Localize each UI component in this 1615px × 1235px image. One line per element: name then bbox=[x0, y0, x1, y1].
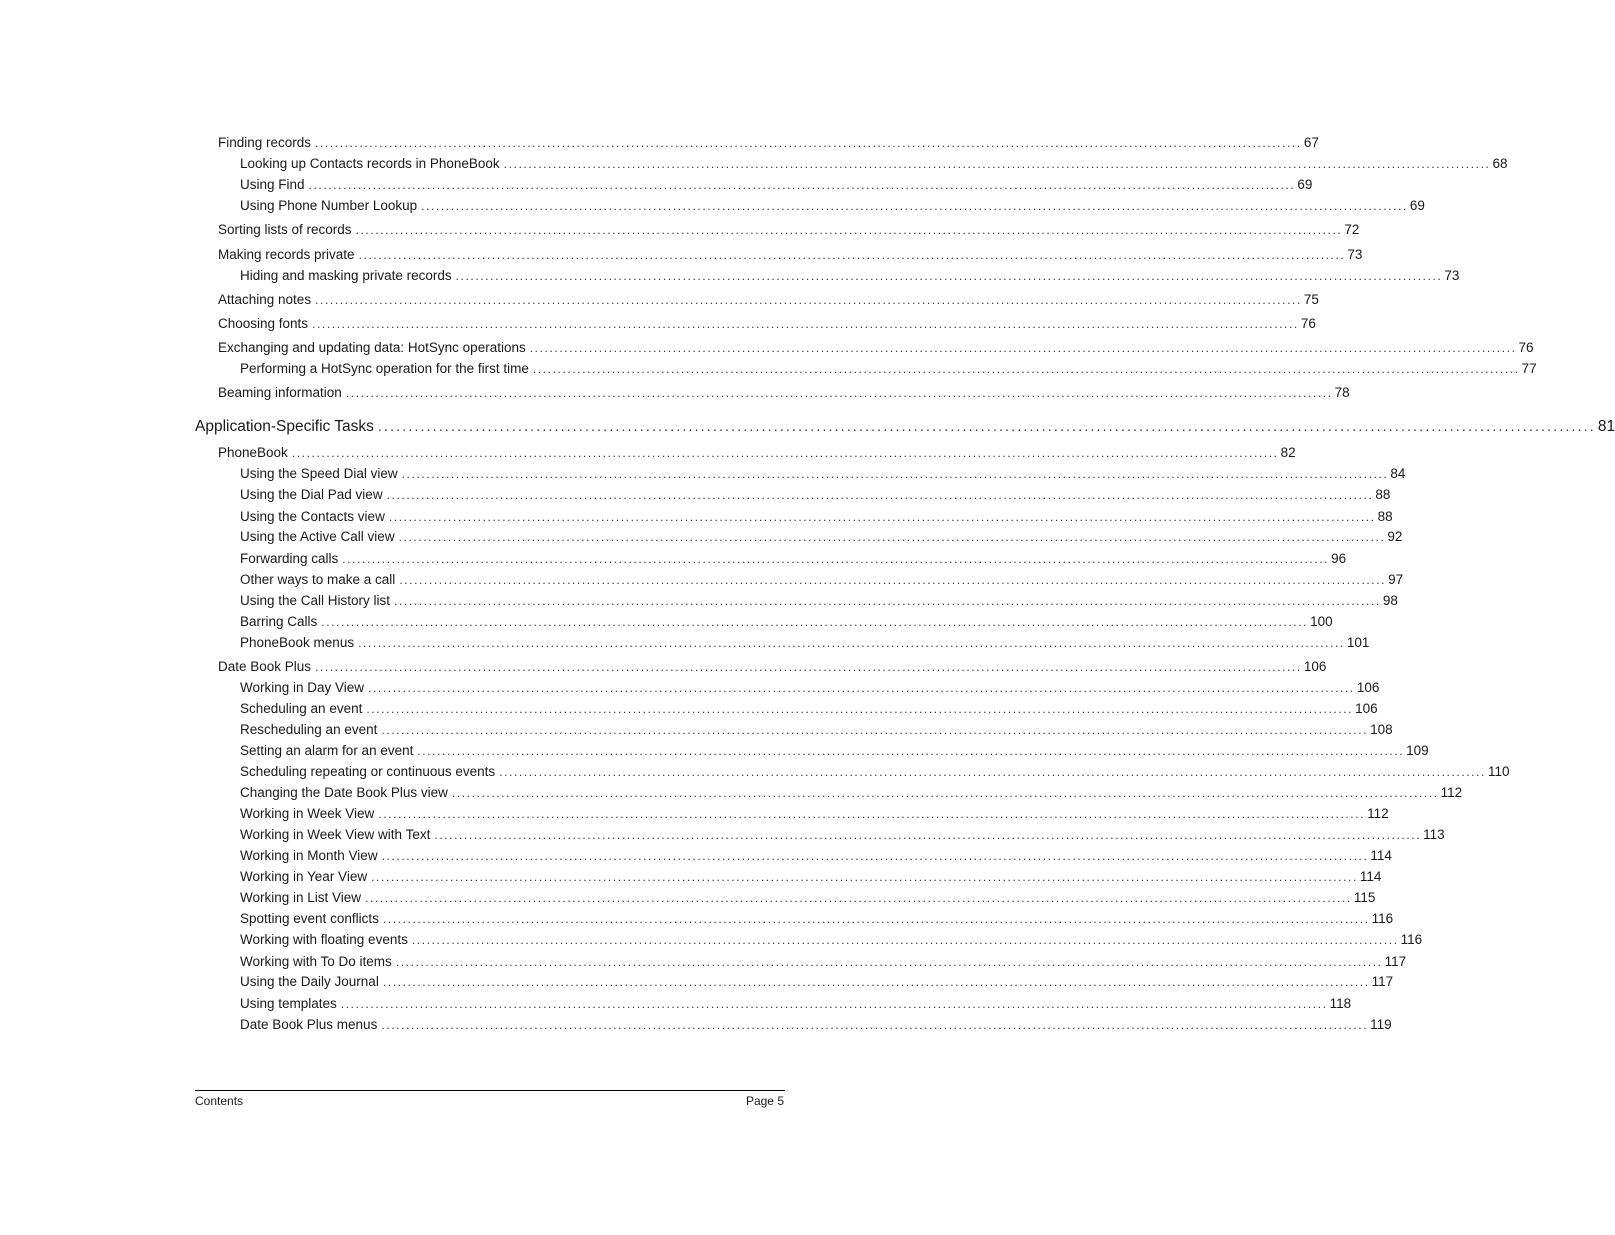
toc-entry bbox=[240, 593, 1398, 613]
toc-entry bbox=[240, 806, 1389, 826]
toc-entry bbox=[240, 156, 1508, 176]
toc-entry-page: 100 bbox=[1310, 614, 1333, 629]
toc-entry-page: 69 bbox=[1297, 177, 1313, 192]
toc-entry-label: Performing a HotSync operation for the first time bbox=[240, 361, 529, 376]
toc-leader-dots: ........................................................................................................................................................................................................ bbox=[529, 341, 1517, 355]
toc-entry-label: Looking up Contacts records in PhoneBook bbox=[240, 156, 500, 171]
toc-leader-dots: ........................................................................................................................................................................................................ bbox=[315, 660, 1302, 674]
toc-entry-page: 117 bbox=[1384, 954, 1407, 969]
toc-entry bbox=[240, 466, 1406, 486]
toc-entry-page: 68 bbox=[1492, 156, 1508, 171]
toc-entry-label: Using templates bbox=[240, 996, 337, 1011]
toc-leader-dots: ........................................................................................................................................................................................................ bbox=[398, 530, 1386, 544]
toc-entry bbox=[218, 222, 1360, 242]
toc-leader-dots: ........................................................................................................................................................................................................ bbox=[451, 786, 1439, 800]
toc-entry-label: Working in List View bbox=[240, 890, 362, 905]
toc-entry bbox=[240, 198, 1425, 218]
toc-entry-label: Using the Speed Dial view bbox=[240, 466, 398, 481]
toc-entry-label: Setting an alarm for an event bbox=[240, 743, 414, 758]
toc-entry bbox=[240, 361, 1537, 381]
toc-entry-page: 76 bbox=[1300, 316, 1316, 331]
toc-leader-dots: ........................................................................................................................................................................................................ bbox=[381, 723, 1369, 737]
toc-chapter-label: Application-Specific Tasks bbox=[195, 418, 374, 435]
toc-entry-label: Using Phone Number Lookup bbox=[240, 198, 418, 213]
toc-entry-page: 73 bbox=[1444, 268, 1460, 283]
toc-leader-dots: ........................................................................................................................................................................................................ bbox=[345, 386, 1333, 400]
toc-leader-dots: ........................................................................................................................................................................................................ bbox=[342, 552, 1330, 566]
toc-entry-page: 116 bbox=[1371, 911, 1394, 926]
toc-leader-dots: ........................................................................................................................................................................................................ bbox=[368, 681, 1355, 695]
toc-leader-dots: ........................................................................................................................................................................................................ bbox=[417, 744, 1405, 758]
toc-entry-page: 118 bbox=[1329, 996, 1352, 1011]
toc-entry-label: Beaming information bbox=[218, 385, 342, 400]
toc-entry bbox=[240, 551, 1347, 571]
toc-chapter-page: 81 bbox=[1597, 418, 1615, 435]
toc-entry-label: Changing the Date Book Plus view bbox=[240, 785, 448, 800]
toc-leader-dots: ........................................................................................................................................................................................................ bbox=[503, 157, 1491, 171]
toc-leader-dots: ........................................................................................................................................................................................................ bbox=[365, 891, 1352, 905]
toc-entry-page: 114 bbox=[1359, 869, 1382, 884]
toc-entry bbox=[240, 268, 1460, 288]
toc-entry-label: Working with To Do items bbox=[240, 954, 392, 969]
toc-entry bbox=[240, 996, 1352, 1016]
toc-entry-page: 78 bbox=[1334, 385, 1350, 400]
toc-entry-page: 116 bbox=[1400, 932, 1423, 947]
toc-entry-label: Using the Contacts view bbox=[240, 509, 385, 524]
toc-entry-label: Exchanging and updating data: HotSync operations bbox=[218, 340, 526, 355]
toc-entry bbox=[240, 680, 1380, 700]
toc-entry-page: 97 bbox=[1388, 572, 1404, 587]
toc-entry bbox=[240, 974, 1394, 994]
toc-entry-page: 67 bbox=[1303, 135, 1319, 150]
toc-entry-page: 69 bbox=[1409, 198, 1425, 213]
toc-entry-label: Using the Call History list bbox=[240, 593, 391, 608]
toc-leader-dots: ........................................................................................................................................................................................................ bbox=[366, 702, 1354, 716]
toc-entry-page: 109 bbox=[1406, 743, 1429, 758]
toc-chapter-entry bbox=[195, 418, 1615, 442]
toc-entry-label: Using the Daily Journal bbox=[240, 974, 379, 989]
toc-entry bbox=[240, 764, 1510, 784]
toc-entry-label: Spotting event conflicts bbox=[240, 911, 379, 926]
toc-leader-dots: ........................................................................................................................................................................................................ bbox=[399, 573, 1387, 587]
toc-leader-dots: ........................................................................................................................................................................................................ bbox=[312, 317, 1299, 331]
toc-leader-dots: ........................................................................................................................................................................................................ bbox=[378, 807, 1366, 821]
toc-entry bbox=[218, 135, 1319, 155]
toc-entry bbox=[240, 701, 1378, 721]
toc-entry bbox=[240, 572, 1404, 592]
toc-entry bbox=[240, 785, 1463, 805]
toc-entry-page: 88 bbox=[1375, 487, 1391, 502]
toc-entry-label: Date Book Plus bbox=[218, 659, 312, 674]
toc-leader-dots: ........................................................................................................................................................................................................ bbox=[371, 870, 1358, 884]
toc-entry-page: 75 bbox=[1303, 292, 1319, 307]
toc-entry bbox=[240, 177, 1313, 197]
toc-entry bbox=[240, 722, 1393, 742]
toc-entry-label: Scheduling repeating or continuous events bbox=[240, 764, 496, 779]
toc-entry-page: 92 bbox=[1387, 529, 1403, 544]
toc-entry-page: 77 bbox=[1521, 361, 1537, 376]
toc-entry-label: Working with floating events bbox=[240, 932, 408, 947]
toc-entry-page: 96 bbox=[1331, 551, 1347, 566]
toc-entry bbox=[240, 487, 1391, 507]
toc-entry bbox=[218, 247, 1363, 267]
toc-entry bbox=[218, 385, 1350, 405]
toc-leader-dots: ........................................................................................................................................................................................................ bbox=[382, 912, 1370, 926]
toc-leader-dots: ........................................................................................................................................................................................................ bbox=[394, 594, 1381, 608]
toc-entry-page: 106 bbox=[1356, 680, 1380, 695]
toc-entry-page: 113 bbox=[1423, 827, 1445, 842]
toc-leader-dots: ........................................................................................................................................................................................................ bbox=[421, 199, 1408, 213]
toc-entry bbox=[240, 529, 1403, 549]
toc-leader-dots: ........................................................................................................................................................................................................ bbox=[388, 510, 1376, 524]
toc-leader-dots: ........................................................................................................................................................................................................ bbox=[315, 293, 1302, 307]
toc-entry-label: Hiding and masking private records bbox=[240, 268, 452, 283]
toc-entry-label: Attaching notes bbox=[218, 292, 312, 307]
toc-entry bbox=[240, 911, 1394, 931]
toc-entry bbox=[218, 316, 1316, 336]
toc-entry bbox=[240, 1017, 1392, 1037]
toc-leader-dots: ........................................................................................................................................................................................................ bbox=[321, 615, 1309, 629]
toc-entry-page: 88 bbox=[1377, 509, 1393, 524]
toc-entry bbox=[218, 292, 1319, 312]
toc-entry bbox=[240, 932, 1423, 952]
toc-entry-page: 110 bbox=[1487, 764, 1510, 779]
toc-entry-label: Working in Week View with Text bbox=[240, 827, 431, 842]
toc-entry-label: Rescheduling an event bbox=[240, 722, 378, 737]
toc-entry-label: Using Find bbox=[240, 177, 305, 192]
toc-entry-page: 119 bbox=[1370, 1017, 1392, 1032]
toc-leader-dots: ........................................................................................................................................................................................................ bbox=[377, 418, 1596, 434]
toc-entry-label: Making records private bbox=[218, 247, 355, 262]
toc-entry-label: Date Book Plus menus bbox=[240, 1017, 378, 1032]
toc-leader-dots: ........................................................................................................................................................................................................ bbox=[358, 636, 1345, 650]
toc-leader-dots: ........................................................................................................................................................................................................ bbox=[358, 248, 1346, 262]
toc-entry bbox=[218, 340, 1534, 360]
toc-entry-label: Barring Calls bbox=[240, 614, 318, 629]
toc-leader-dots: ........................................................................................................................................................................................................ bbox=[381, 1018, 1369, 1032]
toc-leader-dots: ........................................................................................................................................................................................................ bbox=[308, 178, 1296, 192]
toc-entry-page: 73 bbox=[1347, 247, 1363, 262]
footer-section-name: Contents bbox=[195, 1094, 244, 1108]
toc-leader-dots: ........................................................................................................................................................................................................ bbox=[434, 828, 1422, 842]
toc-entry-page: 101 bbox=[1346, 635, 1370, 650]
toc-entry bbox=[240, 954, 1407, 974]
toc-entry-label: Working in Week View bbox=[240, 806, 375, 821]
toc-entry-page: 106 bbox=[1355, 701, 1378, 716]
toc-entry-page: 106 bbox=[1303, 659, 1327, 674]
toc-entry bbox=[218, 659, 1327, 679]
toc-entry-page: 112 bbox=[1440, 785, 1463, 800]
toc-leader-dots: ........................................................................................................................................................................................................ bbox=[499, 765, 1486, 779]
toc-leader-dots: ........................................................................................................................................................................................................ bbox=[455, 269, 1443, 283]
toc-leader-dots: ........................................................................................................................................................................................................ bbox=[395, 955, 1383, 969]
toc-entry-label: Working in Day View bbox=[240, 680, 365, 695]
toc-entry-label: Working in Month View bbox=[240, 848, 378, 863]
toc-entry bbox=[240, 614, 1333, 634]
toc-entry bbox=[240, 890, 1376, 910]
toc-leader-dots: ........................................................................................................................................................................................................ bbox=[411, 933, 1399, 947]
footer-page-number: Page 5 bbox=[745, 1094, 784, 1108]
toc-leader-dots: ........................................................................................................................................................................................................ bbox=[386, 488, 1374, 502]
toc-entry-page: 98 bbox=[1382, 593, 1398, 608]
toc-entry-label: Forwarding calls bbox=[240, 551, 339, 566]
toc-entry-page: 76 bbox=[1518, 340, 1534, 355]
toc-leader-dots: ........................................................................................................................................................................................................ bbox=[340, 997, 1328, 1011]
toc-entry-label: PhoneBook menus bbox=[240, 635, 355, 650]
toc-entry-label: Scheduling an event bbox=[240, 701, 363, 716]
toc-entry bbox=[240, 743, 1429, 763]
toc-entry-label: Other ways to make a call bbox=[240, 572, 396, 587]
toc-entry bbox=[240, 509, 1393, 529]
toc-entry-page: 72 bbox=[1344, 222, 1360, 237]
toc-entry-label: Sorting lists of records bbox=[218, 222, 352, 237]
toc-entry-page: 115 bbox=[1353, 890, 1376, 905]
toc-entry-label: Using the Dial Pad view bbox=[240, 487, 383, 502]
toc-entry-label: Using the Active Call view bbox=[240, 529, 395, 544]
toc-entry bbox=[240, 635, 1370, 655]
toc-entry-page: 82 bbox=[1280, 445, 1296, 460]
toc-entry bbox=[240, 869, 1382, 889]
toc-leader-dots: ........................................................................................................................................................................................................ bbox=[381, 849, 1369, 863]
toc-entry-label: Finding records bbox=[218, 135, 312, 150]
toc-entry-label: Working in Year View bbox=[240, 869, 368, 884]
toc-entry bbox=[218, 445, 1296, 465]
toc-leader-dots: ........................................................................................................................................................................................................ bbox=[401, 467, 1389, 481]
toc-entry-page: 114 bbox=[1370, 848, 1392, 863]
toc-leader-dots: ........................................................................................................................................................................................................ bbox=[355, 223, 1343, 237]
toc-entry-page: 108 bbox=[1370, 722, 1393, 737]
toc-entry-page: 117 bbox=[1371, 974, 1394, 989]
toc-entry bbox=[240, 827, 1445, 847]
footer-divider bbox=[195, 1090, 785, 1091]
toc-entry-label: Choosing fonts bbox=[218, 316, 309, 331]
toc-entry-page: 84 bbox=[1390, 466, 1406, 481]
toc-entry-page: 112 bbox=[1367, 806, 1389, 821]
toc-entry bbox=[240, 848, 1392, 868]
toc-leader-dots: ........................................................................................................................................................................................................ bbox=[315, 136, 1302, 150]
toc-leader-dots: ........................................................................................................................................................................................................ bbox=[291, 446, 1279, 460]
toc-leader-dots: ........................................................................................................................................................................................................ bbox=[382, 975, 1370, 989]
toc-leader-dots: ........................................................................................................................................................................................................ bbox=[532, 362, 1520, 376]
toc-entry-label: PhoneBook bbox=[218, 445, 288, 460]
